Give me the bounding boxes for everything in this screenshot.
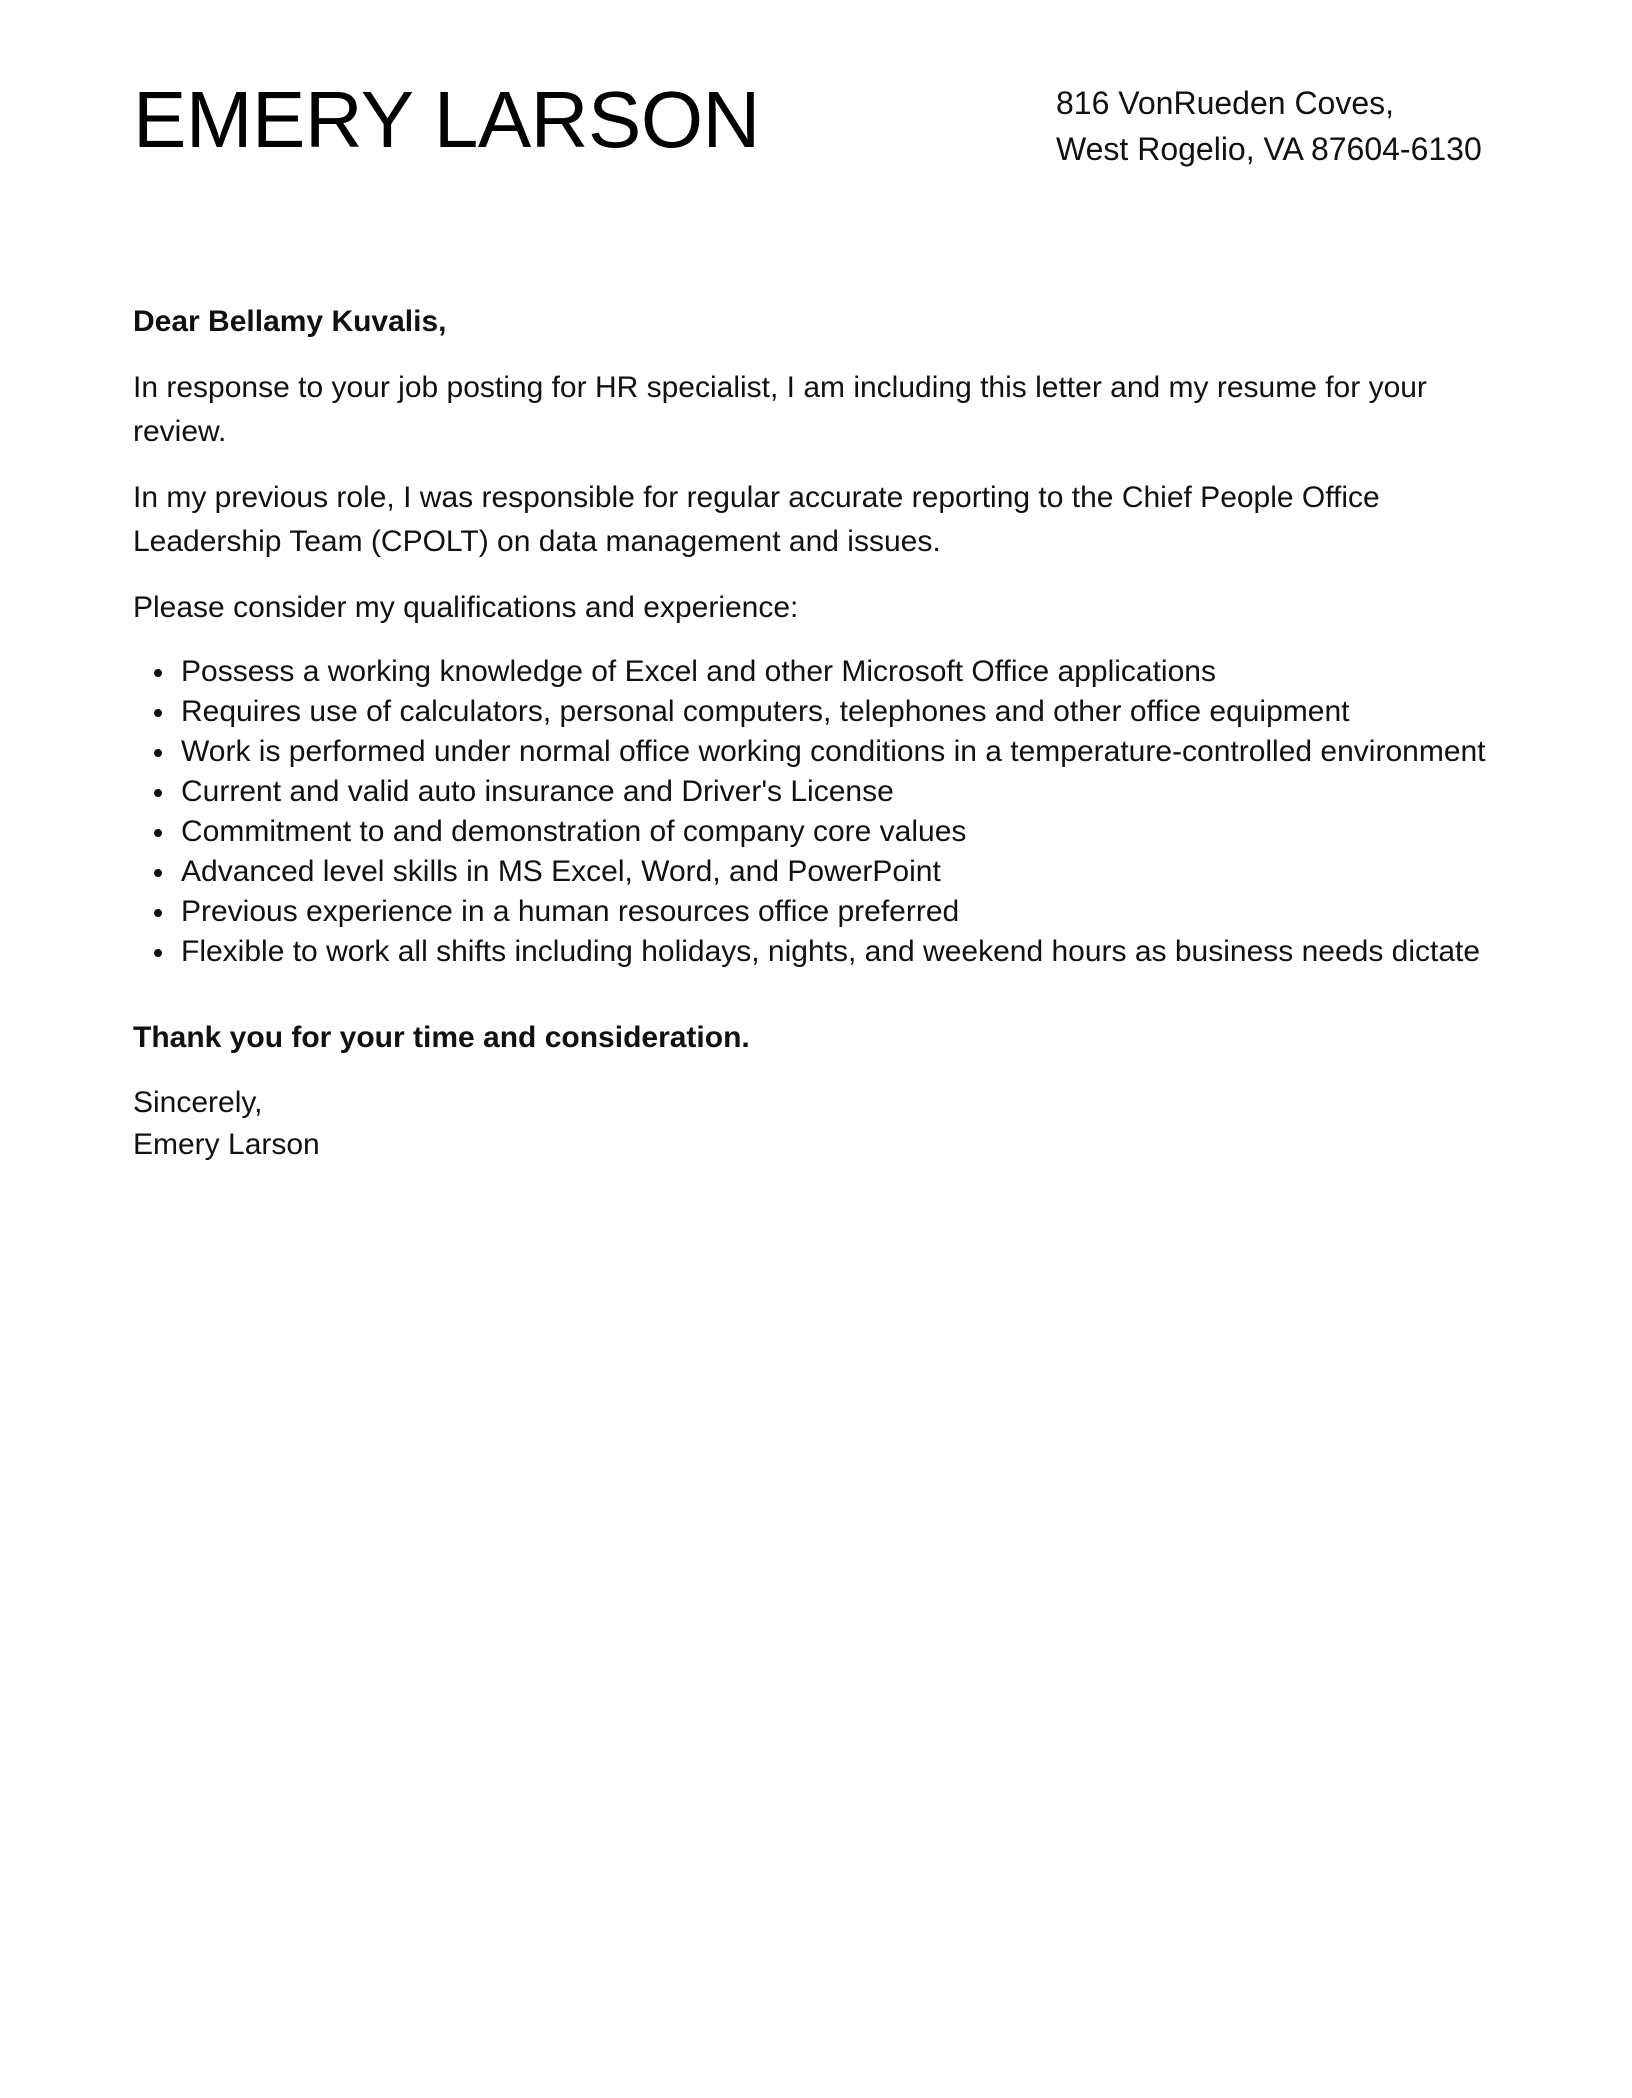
list-item: Requires use of calculators, personal computers, telephones and other office equipment [181, 692, 1505, 732]
address-line-1: 816 VonRueden Coves, [1056, 85, 1395, 121]
list-item: Work is performed under normal office working conditions in a temperature-controlled environment [181, 732, 1505, 772]
letter-body [133, 300, 1505, 1166]
sender-name: EMERY LARSON [133, 75, 760, 164]
list-item: Previous experience in a human resources office preferred [181, 892, 1505, 932]
list-item: Current and valid auto insurance and Driver's License [181, 772, 1505, 812]
list-item: Advanced level skills in MS Excel, Word, and PowerPoint [181, 852, 1505, 892]
sender-address [1056, 80, 1482, 172]
qualifications-intro: Please consider my qualifications and experience: [133, 591, 799, 624]
closing-block [133, 1082, 1505, 1166]
list-item: Commitment to and demonstration of company core values [181, 812, 1505, 852]
salutation: Dear Bellamy Kuvalis, [133, 305, 447, 338]
list-item: Flexible to work all shifts including holidays, nights, and weekend hours as business needs dictate [181, 932, 1505, 972]
thank-you-line: Thank you for your time and consideration. [133, 1021, 750, 1054]
signature-name: Emery Larson [133, 1128, 320, 1161]
list-item: Possess a working knowledge of Excel and other Microsoft Office applications [181, 652, 1505, 692]
address-line-2: West Rogelio, VA 87604-6130 [1056, 131, 1482, 167]
experience-paragraph: In my previous role, I was responsible for regular accurate reporting to the Chief People Office Leadership Team (CPOLT) on data management and issues. [133, 481, 1380, 558]
intro-paragraph: In response to your job posting for HR specialist, I am including this letter and my resume for your review. [133, 371, 1427, 448]
qualifications-list [133, 652, 1505, 972]
closing-phrase: Sincerely, [133, 1086, 263, 1119]
